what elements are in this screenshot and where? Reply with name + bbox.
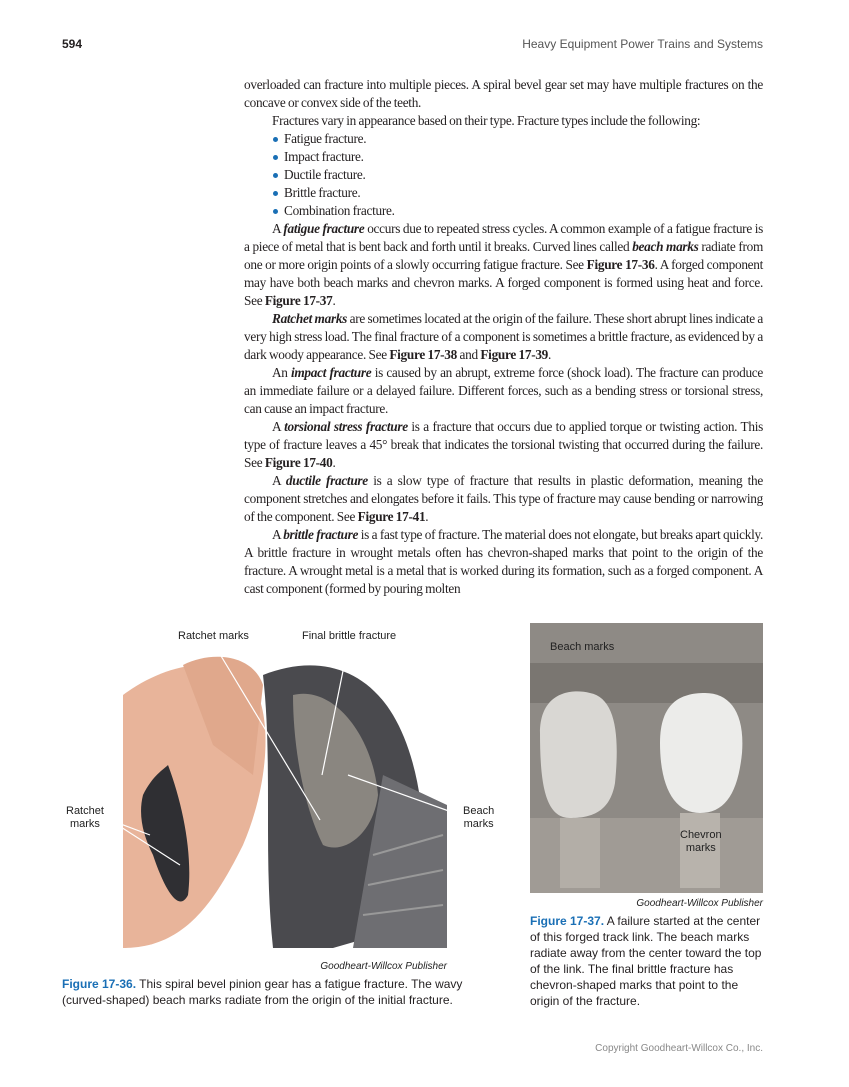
emphasized-term: Ratchet marks [272,311,348,326]
figure-17-37-caption [530,913,765,1009]
paragraph [244,364,763,418]
paragraph [244,220,763,310]
list-item: Impact fracture. [258,148,763,166]
label-line: marks [69,818,100,830]
list-item: Ductile fracture. [258,166,763,184]
text-run: Fractures vary in appearance based on their type. Fracture types include the following: [272,113,701,128]
list-item: Brittle fracture. [258,184,763,202]
text-run: is caused by an abrupt, extreme force (shock load). The fracture can produce an immediate failure or a delayed failure. Different forces, such as a bending stress or torsional stress, can cause an impact fracture. [244,365,763,416]
label-line: marks [463,818,494,830]
list-item: Fatigue fracture. [258,130,763,148]
text-run: overloaded can fracture into multiple pieces. A spiral bevel gear set may have multiple fractures on the concave or convex side of the teeth. [244,77,763,110]
label-line: Chevron [680,829,722,841]
beach-marks-label: Beach marks [550,641,615,653]
text-run: . [332,293,336,308]
photo-credit: Goodheart-Willcox Publisher [320,961,447,972]
figure-label: Figure 17-37. [530,914,605,928]
text-run: is a fracture that occurs due to applied torque or twisting action. This type of fracture leaves a 45° break that indicates the torsional twisting that occurred during the failure. See [244,419,763,470]
text-run: are sometimes located at the origin of the failure. These short abrupt lines indicate a very high stress load. The final fracture of a component is sometimes a brittle fracture, as evidenced by a dark woody appearance. See [244,311,763,362]
list-item: Combination fracture. [258,202,763,220]
text-run: An [272,365,291,380]
emphasized-term: Figure 17-39 [480,347,549,362]
text-run: is a fast type of fracture. The material does not elongate, but breaks apart quickly. A brittle fracture in wrought metals often has chevron-shaped marks that point to the origin of the fracture. A wrought metal is a metal that is worked during its formation, such as a forged component. A cast component (formed by pouring molten [244,527,763,596]
emphasized-term: torsional stress fracture [284,419,408,434]
text-run: occurs due to repeated stress cycles. A common example of a fatigue fracture is a piece of metal that is bent back and forth until it breaks. Curved lines called [244,221,763,254]
caption-text: A failure started at the center of this forged track link. The beach marks radiate away from the center toward the top of the link. The final brittle fracture has chevron-shaped marks that point to the origin of the fracture. [530,914,762,1008]
text-run: A [272,473,286,488]
text-run: . [425,509,429,524]
final-brittle-fracture-label: Final brittle fracture [302,630,397,642]
gear-fracture-photo [123,655,447,948]
emphasized-term: fatigue fracture [283,221,365,236]
caption-text: This spiral bevel pinion gear has a fatigue fracture. The wavy (curved-shaped) beach marks radiate from the origin of the initial fracture. [62,977,463,1007]
emphasized-term: ductile fracture [285,473,368,488]
emphasized-term: beach marks [632,239,699,254]
label-line: Beach [463,805,495,817]
emphasized-term: impact fracture [291,365,372,380]
beach-marks-label [463,805,494,831]
text-run: and [457,347,481,362]
fracture-types-list [244,130,763,220]
text-run: . A forged component may have both beach marks and chevron marks. A forged component is formed using heat and force. See [244,257,764,308]
label-line: Ratchet [66,805,104,817]
emphasized-term: Figure 17-38 [389,347,457,362]
figure-label: Figure 17-36. [62,977,137,991]
body-text [244,76,763,598]
photo-credit: Goodheart-Willcox Publisher [636,898,763,909]
track-link-photo [530,623,763,893]
emphasized-term: brittle fracture [283,527,359,542]
figure-17-36-caption [62,976,482,1008]
label-line: marks [685,842,716,854]
emphasized-term: Figure 17-41 [357,509,426,524]
paragraph [244,76,763,112]
ratchet-marks-label: Ratchet marks [178,630,249,642]
text-run: A [272,419,285,434]
text-run: . [332,455,336,470]
emphasized-term: Figure 17-36 [586,257,655,272]
paragraph [244,418,763,472]
running-header: Heavy Equipment Power Trains and Systems [522,37,763,51]
text-run: A [272,527,284,542]
paragraph [244,112,763,130]
page-number: 594 [62,37,83,51]
paragraph [244,526,763,598]
paragraph [244,310,763,364]
text-run: radiate from one or more origin points of a slowly occurring fatigue fracture. See [244,239,763,272]
emphasized-term: Figure 17-37 [264,293,333,308]
text-run: is a slow type of fracture that results in plastic deformation, meaning the component stretches and elongates before it fails. This type of fracture may cause bending or narrowing of the component. See [244,473,764,524]
text-run: . [548,347,552,362]
copyright-footer: Copyright Goodheart-Willcox Co., Inc. [595,1043,763,1054]
paragraph [244,472,763,526]
emphasized-term: Figure 17-40 [264,455,333,470]
text-run: A [272,221,284,236]
chevron-marks-label [680,829,722,855]
ratchet-marks-left-label [66,805,104,831]
